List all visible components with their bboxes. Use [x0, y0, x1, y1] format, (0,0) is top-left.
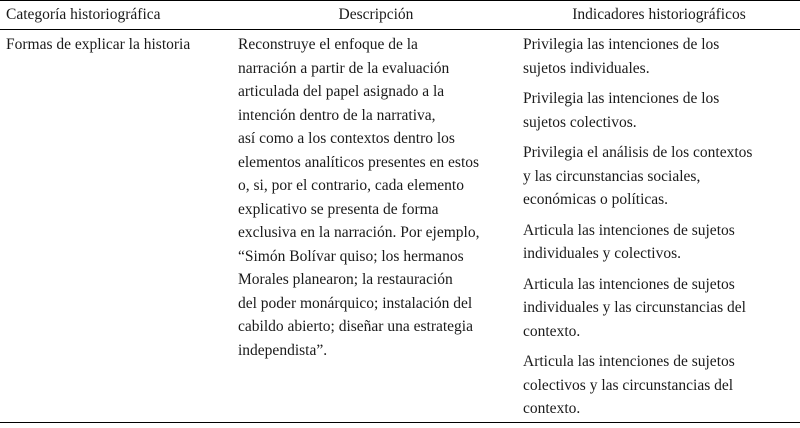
table-top-rule [0, 0, 800, 1]
indicators-cell [523, 33, 798, 428]
table-bottom-rule [0, 422, 800, 423]
indicator-line: Articula las intenciones de sujetos [523, 221, 735, 239]
description-line: del poder monárquico; instalación del [238, 294, 473, 312]
description-line: Reconstruye el enfoque de la [238, 36, 418, 53]
description-line: independista”. [238, 341, 328, 359]
indicator-line: contexto. [523, 400, 581, 417]
indicator-line: sujetos colectivos. [523, 113, 637, 131]
description-line: Morales planearon; la restauración [238, 271, 453, 288]
indicator-line: colectivos y las circunstancias del [523, 376, 734, 394]
description-line: elementos analíticos presentes en estos [238, 153, 480, 171]
indicator-line: individuales y colectivos. [523, 245, 681, 262]
description-line: exclusiva en la narración. Por ejemplo, [238, 224, 480, 241]
indicator-item [523, 273, 798, 344]
indicator-line: individuales y las circunstancias del [523, 299, 746, 316]
indicator-line: contexto. [523, 322, 581, 340]
description-line: intención dentro de la narrativa, [238, 106, 436, 124]
description-line: narración a partir de la evaluación [238, 59, 450, 77]
indicator-line: Articula las intenciones de sujetos [523, 275, 735, 293]
indicator-line: económicas o políticas. [523, 191, 669, 208]
header-historiographic-category: Categoría historiográfica [6, 6, 161, 23]
description-cell [238, 33, 479, 362]
description-line: explicativo se presenta de forma [238, 200, 439, 218]
indicator-line: Privilegia las intenciones de los [523, 90, 720, 107]
indicator-item [523, 33, 798, 80]
indicator-item [523, 87, 798, 134]
description-line: cabildo abierto; diseñar una estrategia [238, 318, 473, 335]
description-line: así como a los contextos dentro los [238, 130, 455, 147]
indicator-line: sujetos individuales. [523, 59, 650, 77]
category-cell: Formas de explicar la historia [6, 36, 191, 53]
indicator-line: Privilegia el análisis de los contextos [523, 144, 753, 161]
description-line: articulada del papel asignado a la [238, 83, 445, 100]
header-historiographic-indicators: Indicadores historiográficos [572, 6, 746, 23]
header-description: Descripción [338, 6, 414, 23]
indicator-line: y las circunstancias sociales, [523, 167, 701, 185]
description-line: “Simón Bolívar quiso; los hermanos [238, 247, 464, 265]
indicator-line: Privilegia las intenciones de los [523, 36, 720, 53]
indicator-line: Articula las intenciones de sujetos [523, 353, 735, 370]
indicator-item [523, 350, 798, 421]
description-line: o, si, por el contrario, cada elemento [238, 177, 464, 194]
indicator-item [523, 141, 798, 212]
header-rule [0, 29, 800, 30]
indicator-item [523, 219, 798, 266]
